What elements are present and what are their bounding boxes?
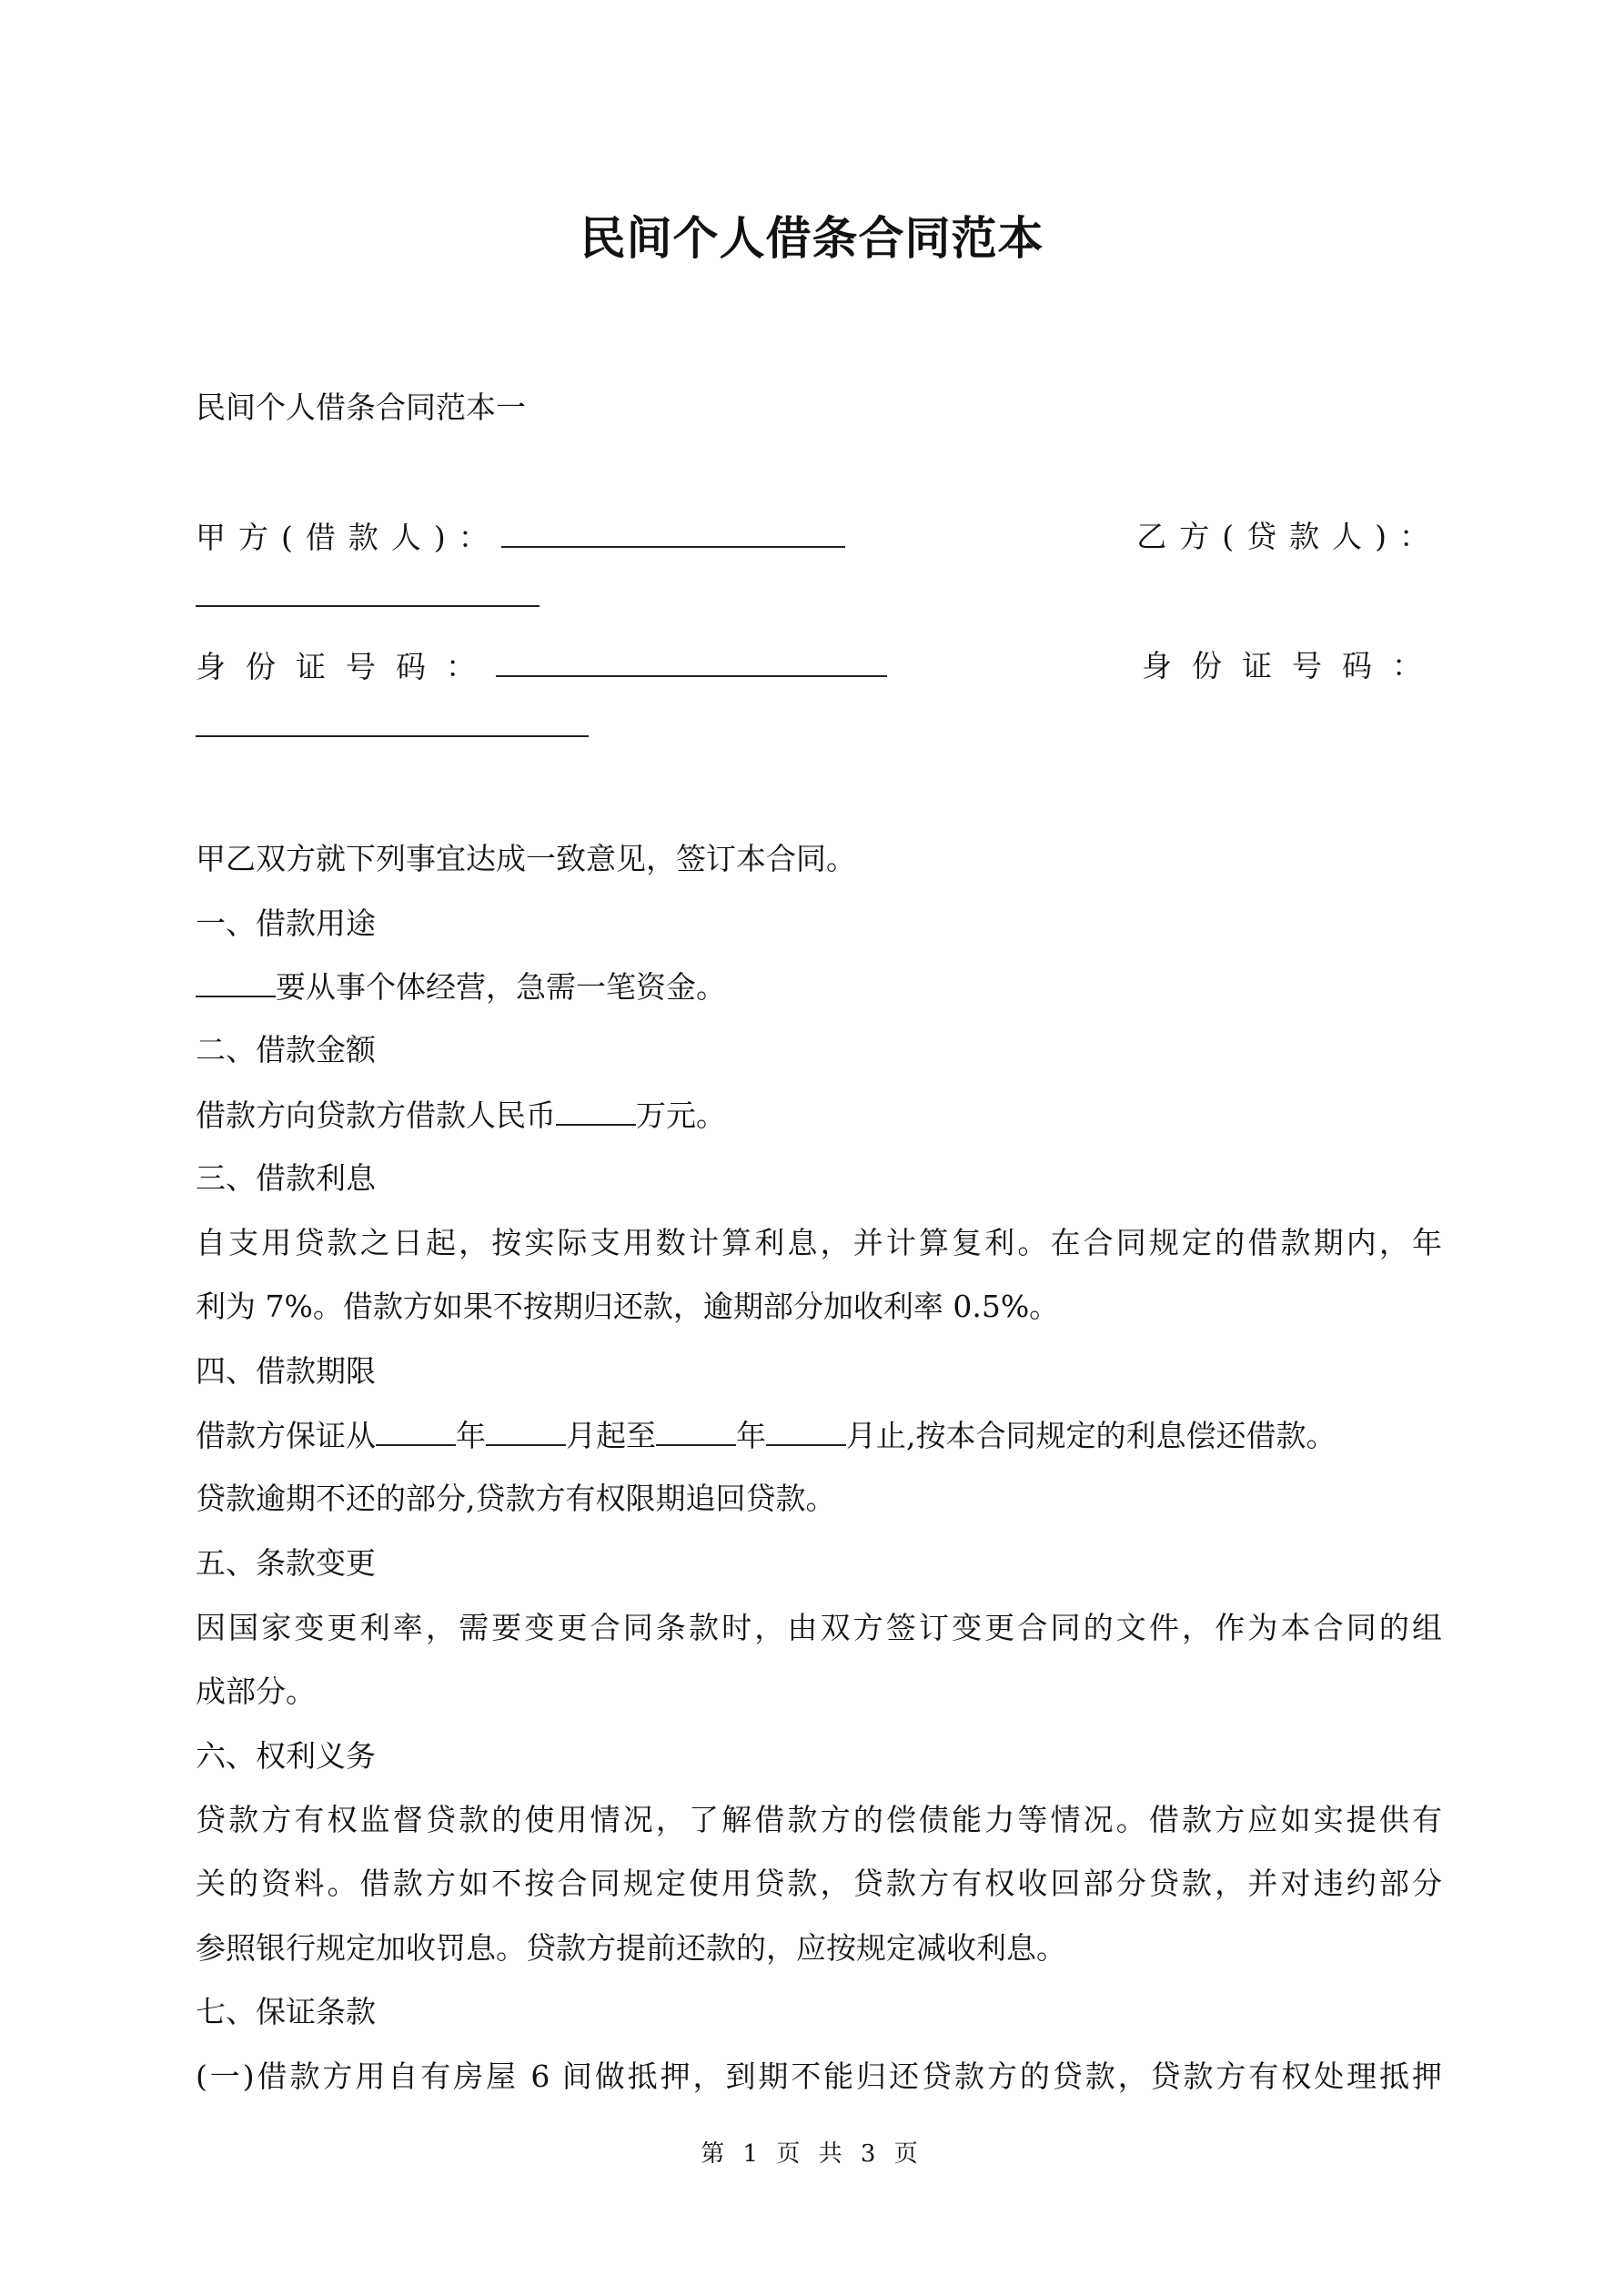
party-a-field <box>196 519 845 556</box>
section-3-line-1: 自支用贷款之日起，按实际支用数计算利息，并计算复利。在合同规定的借款期内，年 <box>196 1225 1442 1260</box>
party-b-label: 乙方(贷款人)： <box>1136 519 1442 554</box>
start-month-blank <box>486 1417 566 1446</box>
id-b-blank-row <box>196 708 1442 745</box>
section-1-text <box>196 968 1442 1006</box>
section-5-line-1: 因国家变更利率，需要变更合同条款时，由双方签订变更合同的文件，作为本合同的组 <box>196 1610 1442 1645</box>
party-a-blank <box>501 519 845 548</box>
id-a-label: 身份证号码： <box>196 649 496 684</box>
section-4-heading: 四、借款期限 <box>196 1353 376 1389</box>
section-2-body-a: 借款方向贷款方借款人民币 <box>196 1097 556 1133</box>
section-1-heading: 一、借款用途 <box>196 905 376 941</box>
section-4-line-2: 贷款逾期不还的部分,贷款方有权限期追回贷款。 <box>196 1481 836 1516</box>
section-7-line-1: (一)借款方用自有房屋 6 间做抵押，到期不能归还贷款方的贷款，贷款方有权处理抵押 <box>196 2058 1442 2094</box>
s4-month-to: 月起至 <box>566 1418 656 1453</box>
section-1-body: 要从事个体经营，急需一笔资金。 <box>276 969 726 1005</box>
section-3-heading: 三、借款利息 <box>196 1160 376 1196</box>
id-b-blank <box>196 708 589 737</box>
end-month-blank <box>766 1417 846 1446</box>
section-6-line-1: 贷款方有权监督贷款的使用情况，了解借款方的偿债能力等情况。借款方应如实提供有 <box>196 1802 1442 1837</box>
section-3-line-2: 利为 7%。借款方如果不按期归还款，逾期部分加收利率 0.5%。 <box>196 1289 1060 1324</box>
section-6-line-2: 关的资料。借款方如不按合同规定使用贷款，贷款方有权收回部分贷款，并对违约部分 <box>196 1866 1442 1901</box>
section-5-heading: 五、条款变更 <box>196 1545 376 1581</box>
section-2-text <box>196 1097 1442 1134</box>
s4-year-2: 年 <box>736 1418 766 1453</box>
section-5-line-2: 成部分。 <box>196 1674 316 1709</box>
start-year-blank <box>376 1417 456 1446</box>
s4-from: 借款方保证从 <box>196 1418 376 1453</box>
section-7-heading: 七、保证条款 <box>196 1994 376 2029</box>
id-a-blank <box>496 648 887 677</box>
section-4-line-1 <box>196 1417 1442 1454</box>
amount-blank <box>556 1097 636 1126</box>
party-b-blank-row <box>196 578 1442 615</box>
subtitle: 民间个人借条合同范本一 <box>196 389 526 425</box>
page-title: 民间个人借条合同范本 <box>580 211 1044 265</box>
section-2-body-b: 万元。 <box>636 1097 726 1133</box>
s4-until: 月止,按本合同规定的利息偿还借款。 <box>846 1418 1337 1453</box>
end-year-blank <box>656 1417 736 1446</box>
s4-year: 年 <box>456 1418 486 1453</box>
purpose-blank <box>196 968 276 997</box>
party-b-blank <box>196 578 540 607</box>
id-a-field <box>196 648 887 685</box>
page-number: 第 1 页 共 3 页 <box>701 2140 923 2168</box>
id-b-label: 身份证号码： <box>1142 648 1442 683</box>
party-a-label: 甲方(借款人)： <box>196 520 501 555</box>
section-6-line-3: 参照银行规定加收罚息。贷款方提前还款的，应按规定减收利息。 <box>196 1930 1066 1966</box>
section-2-heading: 二、借款金额 <box>196 1032 376 1067</box>
intro-text: 甲乙双方就下列事宜达成一致意见，签订本合同。 <box>196 841 856 876</box>
section-6-heading: 六、权利义务 <box>196 1738 376 1774</box>
